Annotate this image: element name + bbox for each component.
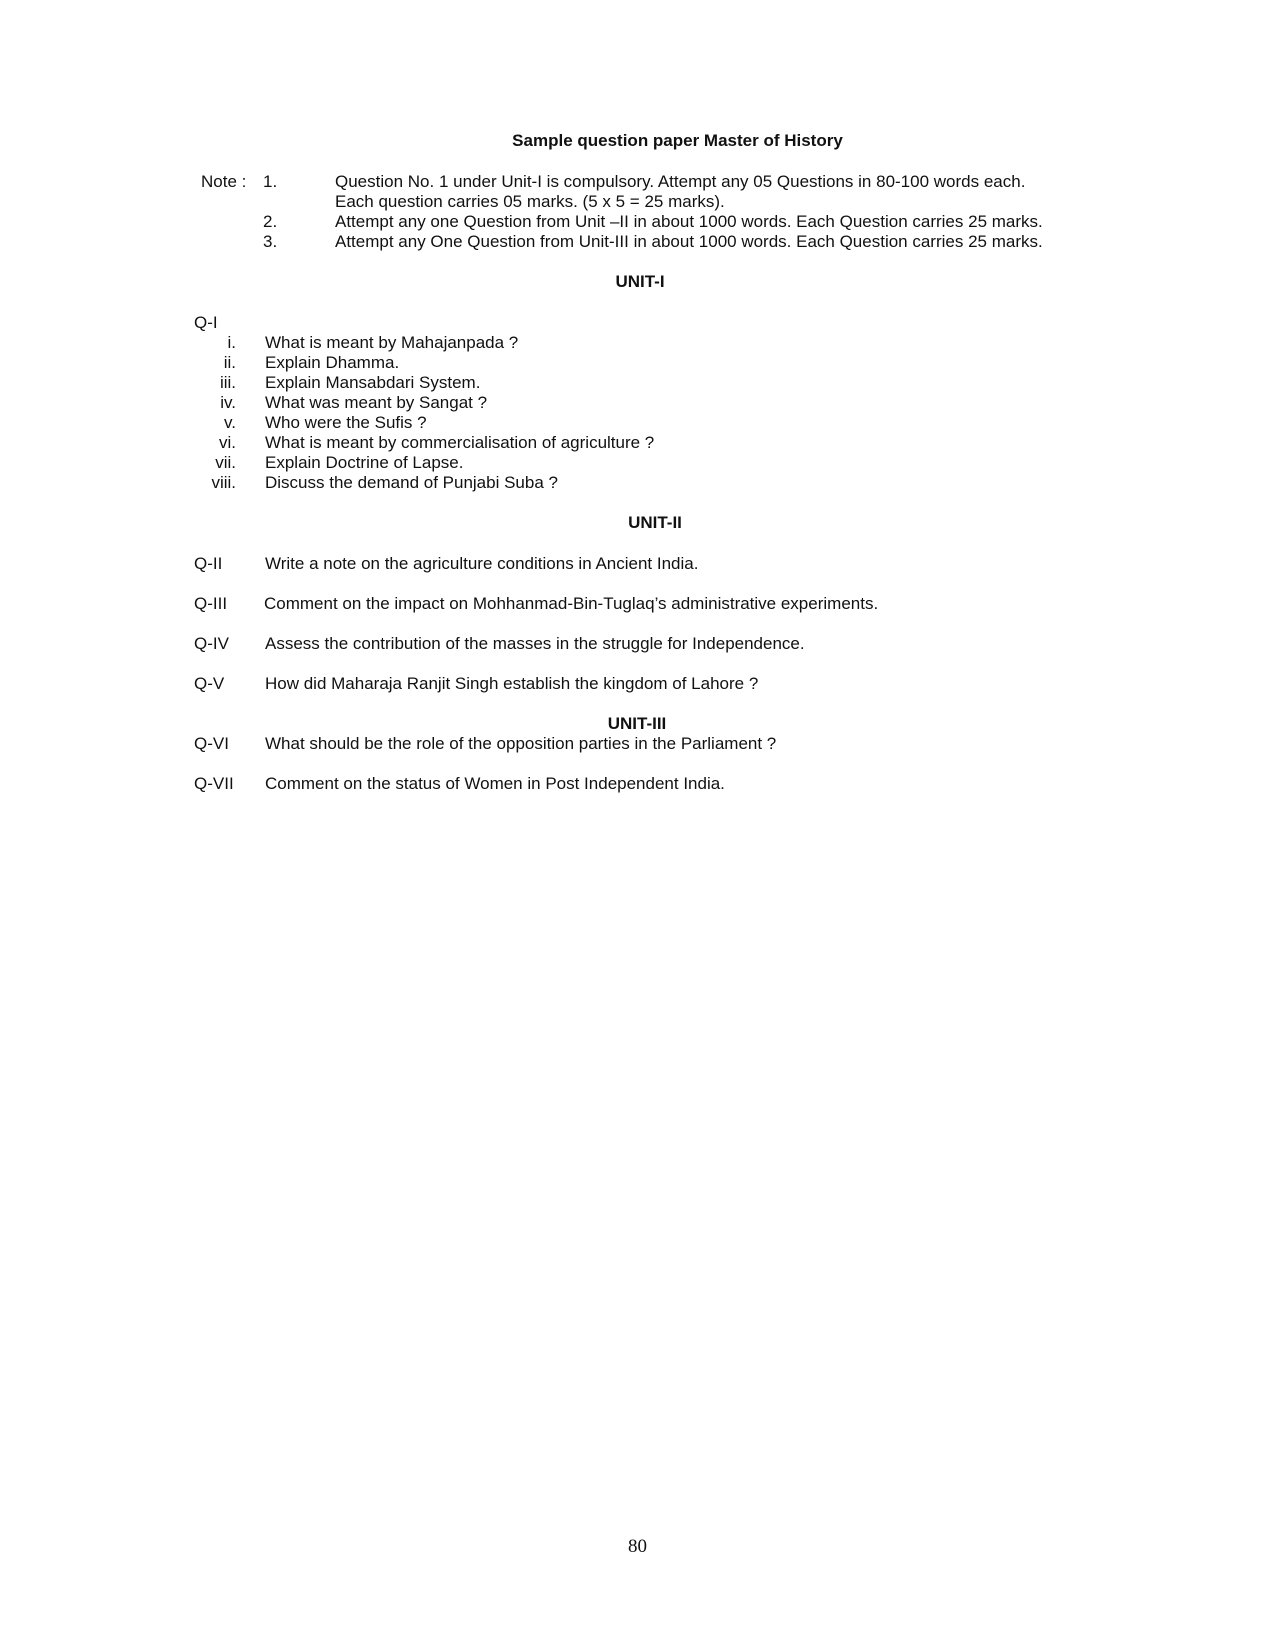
question-label: Q-V — [194, 674, 225, 693]
question-label: Q-II — [194, 554, 223, 573]
sub-question-text: Explain Mansabdari System. — [265, 373, 481, 392]
sub-question-number: i. — [227, 333, 236, 352]
question-label: Q-I — [194, 313, 218, 332]
sub-question-number: v. — [224, 413, 236, 432]
unit-heading: UNIT-I — [615, 272, 665, 291]
unit-heading: UNIT-III — [607, 714, 667, 733]
sub-question-number: vi. — [219, 433, 236, 452]
note-text: Question No. 1 under Unit-I is compulsory. Attempt any 05 Questions in 80-100 words each. — [335, 172, 1026, 191]
sub-question-number: ii. — [223, 353, 236, 372]
note-label: Note : — [201, 172, 247, 191]
note-text: Attempt any One Question from Unit-III in about 1000 words. Each Question carries 25 marks. — [335, 232, 1043, 251]
sub-question-text: What is meant by Mahajanpada ? — [265, 333, 519, 352]
question-label: Q-VI — [194, 734, 229, 753]
unit-heading: UNIT-II — [628, 513, 682, 532]
question-text: Comment on the status of Women in Post Independent India. — [265, 774, 725, 793]
question-text: Comment on the impact on Mohhanmad-Bin-Tuglaq’s administrative experiments. — [264, 594, 879, 613]
sub-question-text: Discuss the demand of Punjabi Suba ? — [265, 473, 558, 492]
note-number: 2. — [263, 212, 278, 231]
question-text: How did Maharaja Ranjit Singh establish the kingdom of Lahore ? — [265, 674, 759, 693]
sub-question-number: viii. — [211, 473, 236, 492]
note-number: 3. — [263, 232, 278, 251]
question-label: Q-VII — [194, 774, 234, 793]
question-label: Q-III — [194, 594, 228, 613]
note-text: Each question carries 05 marks. (5 x 5 = 25 marks). — [335, 192, 725, 211]
question-label: Q-IV — [194, 634, 229, 653]
note-number: 1. — [263, 172, 278, 191]
sub-question-text: Explain Doctrine of Lapse. — [265, 453, 464, 472]
sub-question-text: What is meant by commercialisation of agriculture ? — [265, 433, 655, 452]
question-text: Assess the contribution of the masses in the struggle for Independence. — [265, 634, 805, 653]
sub-question-text: Who were the Sufis ? — [265, 413, 427, 432]
sub-question-number: vii. — [215, 453, 236, 472]
sub-question-number: iii. — [219, 373, 236, 392]
page-title: Sample question paper Master of History — [512, 131, 843, 150]
sub-question-number: iv. — [220, 393, 236, 412]
question-text: Write a note on the agriculture conditions in Ancient India. — [265, 554, 699, 573]
sub-question-text: What was meant by Sangat ? — [265, 393, 488, 412]
note-text: Attempt any one Question from Unit –II in about 1000 words. Each Question carries 25 marks. — [335, 212, 1043, 231]
page-number: 80 — [628, 1536, 647, 1557]
question-text: What should be the role of the opposition parties in the Parliament ? — [265, 734, 777, 753]
sub-question-text: Explain Dhamma. — [265, 353, 400, 372]
